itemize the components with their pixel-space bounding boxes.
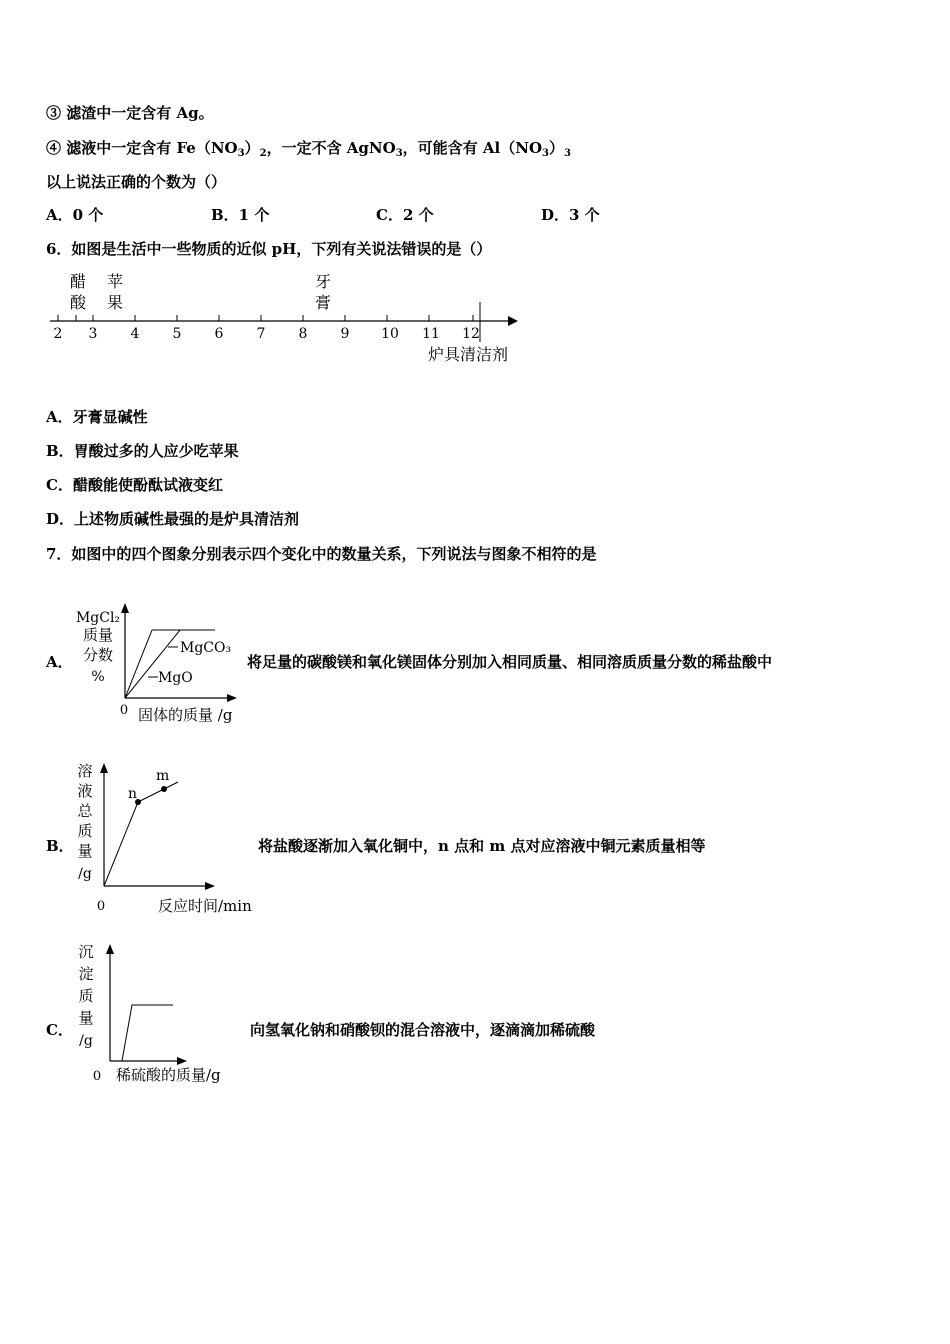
ph-scale-diagram [40,262,530,372]
graph-b-ylabel-1: 溶 [77,762,93,780]
label-apple-1: 苹 [106,272,124,291]
graph-a-mgo-rise [125,630,152,698]
graph-a-legend-mgco3: MgCO₃ [180,640,232,656]
q7-option-b-label[interactable]: B． [46,837,74,855]
q6-option-d[interactable]: D．上述物质碱性最强的是炉具清洁剂 [46,510,300,528]
ph-tick-4: 4 [130,326,140,342]
graph-c-ylabel-3: 质 [78,987,94,1005]
graph-b-xlabel: 反应时间/min [158,897,252,915]
ph-tick-8: 8 [298,326,308,342]
graph-c-ylabel-5: /g [79,1033,93,1049]
ph-tick-6: 6 [214,326,224,342]
graph-b-ylabel-2: 液 [77,782,93,800]
ph-tick-11: 11 [422,326,440,342]
label-stove-cleaner: 炉具清洁剂 [428,345,509,364]
ph-axis-arrow [508,316,518,326]
q6-option-a[interactable]: A．牙膏显碱性 [46,408,148,426]
graph-b-slope [138,782,178,802]
graph-b-label-m: m [156,768,170,784]
graph-a-xlabel: 固体的质量 /g [138,706,233,724]
graph-a-x-arrow [227,694,237,702]
graph-c-precipitate-curve [122,1005,173,1061]
q7-option-c-label[interactable]: C． [46,1021,73,1039]
ph-tick-9: 9 [340,326,350,342]
graph-c-ylabel-2: 淀 [78,965,94,983]
label-vinegar-1: 醋 [69,272,87,291]
graph-b-ylabel-6: /g [78,866,92,882]
q5-option-b[interactable]: B．1 个 [211,206,270,224]
graph-b-rise [104,802,138,886]
q5-option-d[interactable]: D．3 个 [541,206,600,224]
graph-a-ylabel-3: 分数 [82,646,114,664]
graph-c-x-arrow [177,1057,187,1065]
graph-c-xlabel: 稀硫酸的质量/g [116,1066,221,1084]
graph-a [70,600,250,728]
q7-stem: 7．如图中的四个图象分别表示四个变化中的数量关系，下列说法与图象不相符的是 [46,545,597,563]
q7-option-b-text: 将盐酸逐渐加入氧化铜中，n 点和 m 点对应溶液中铜元素质量相等 [258,837,706,855]
graph-b-ylabel-4: 质 [77,822,93,840]
graph-a-y-arrow [121,603,129,613]
q5-prompt: 以上说法正确的个数为（） [46,173,227,191]
graph-c-origin: 0 [92,1069,102,1084]
q5-statement-3: ③ 滤渣中一定含有 Ag。 [46,104,214,122]
q7-option-a-label[interactable]: A． [46,653,73,671]
graph-b-x-arrow [205,882,215,890]
graph-c-ylabel-4: 量 [78,1009,94,1027]
label-toothpaste-1: 牙 [314,272,332,291]
ph-tick-10: 10 [381,326,399,342]
graph-b [70,756,270,920]
label-apple-2: 果 [106,293,124,312]
label-vinegar-2: 酸 [69,293,87,312]
graph-c-ylabel-1: 沉 [78,943,94,961]
graph-a-origin: 0 [119,703,129,718]
ph-tick-5: 5 [172,326,182,342]
q6-stem: 6．如图是生活中一些物质的近似 pH，下列有关说法错误的是（） [46,240,492,258]
graph-b-y-arrow [100,763,108,773]
q5-option-c[interactable]: C．2 个 [376,206,434,224]
ph-tick-7: 7 [256,326,266,342]
graph-b-point-m [161,786,167,792]
q6-option-c[interactable]: C．醋酸能使酚酞试液变红 [46,476,223,494]
q6-option-b[interactable]: B．胃酸过多的人应少吃苹果 [46,442,239,460]
q7-option-a-text: 将足量的碳酸镁和氧化镁固体分别加入相同质量、相同溶质质量分数的稀盐酸中 [247,653,773,671]
graph-c [70,937,250,1089]
ph-tick-12: 12 [462,326,480,342]
graph-b-ylabel-3: 总 [77,802,93,820]
ph-tick-2: 2 [53,326,63,342]
q5-option-a[interactable]: A．0 个 [46,206,104,224]
label-toothpaste-2: 膏 [314,293,332,312]
graph-b-label-n: n [128,786,138,802]
graph-c-y-arrow [106,944,114,954]
graph-a-legend-mgo: MgO [158,670,193,686]
graph-a-ylabel-2: 质量 [82,626,114,644]
ph-tick-3: 3 [88,326,98,342]
q7-option-c-text: 向氢氧化钠和硝酸钡的混合溶液中，逐滴滴加稀硫酸 [250,1021,596,1039]
q5-statement-4: ④ 滤液中一定含有 $Fe(NO_3)_2$，一定不含 AgNO$_3$，可能含有 $Al(NO_3)_3$ [46,139,571,159]
graph-a-ylabel-1: MgCl₂ [75,610,121,626]
graph-b-ylabel-5: 量 [77,842,93,860]
graph-b-origin: 0 [96,899,106,914]
graph-a-mgco3-rise [125,630,180,698]
graph-a-ylabel-4: % [91,669,105,685]
